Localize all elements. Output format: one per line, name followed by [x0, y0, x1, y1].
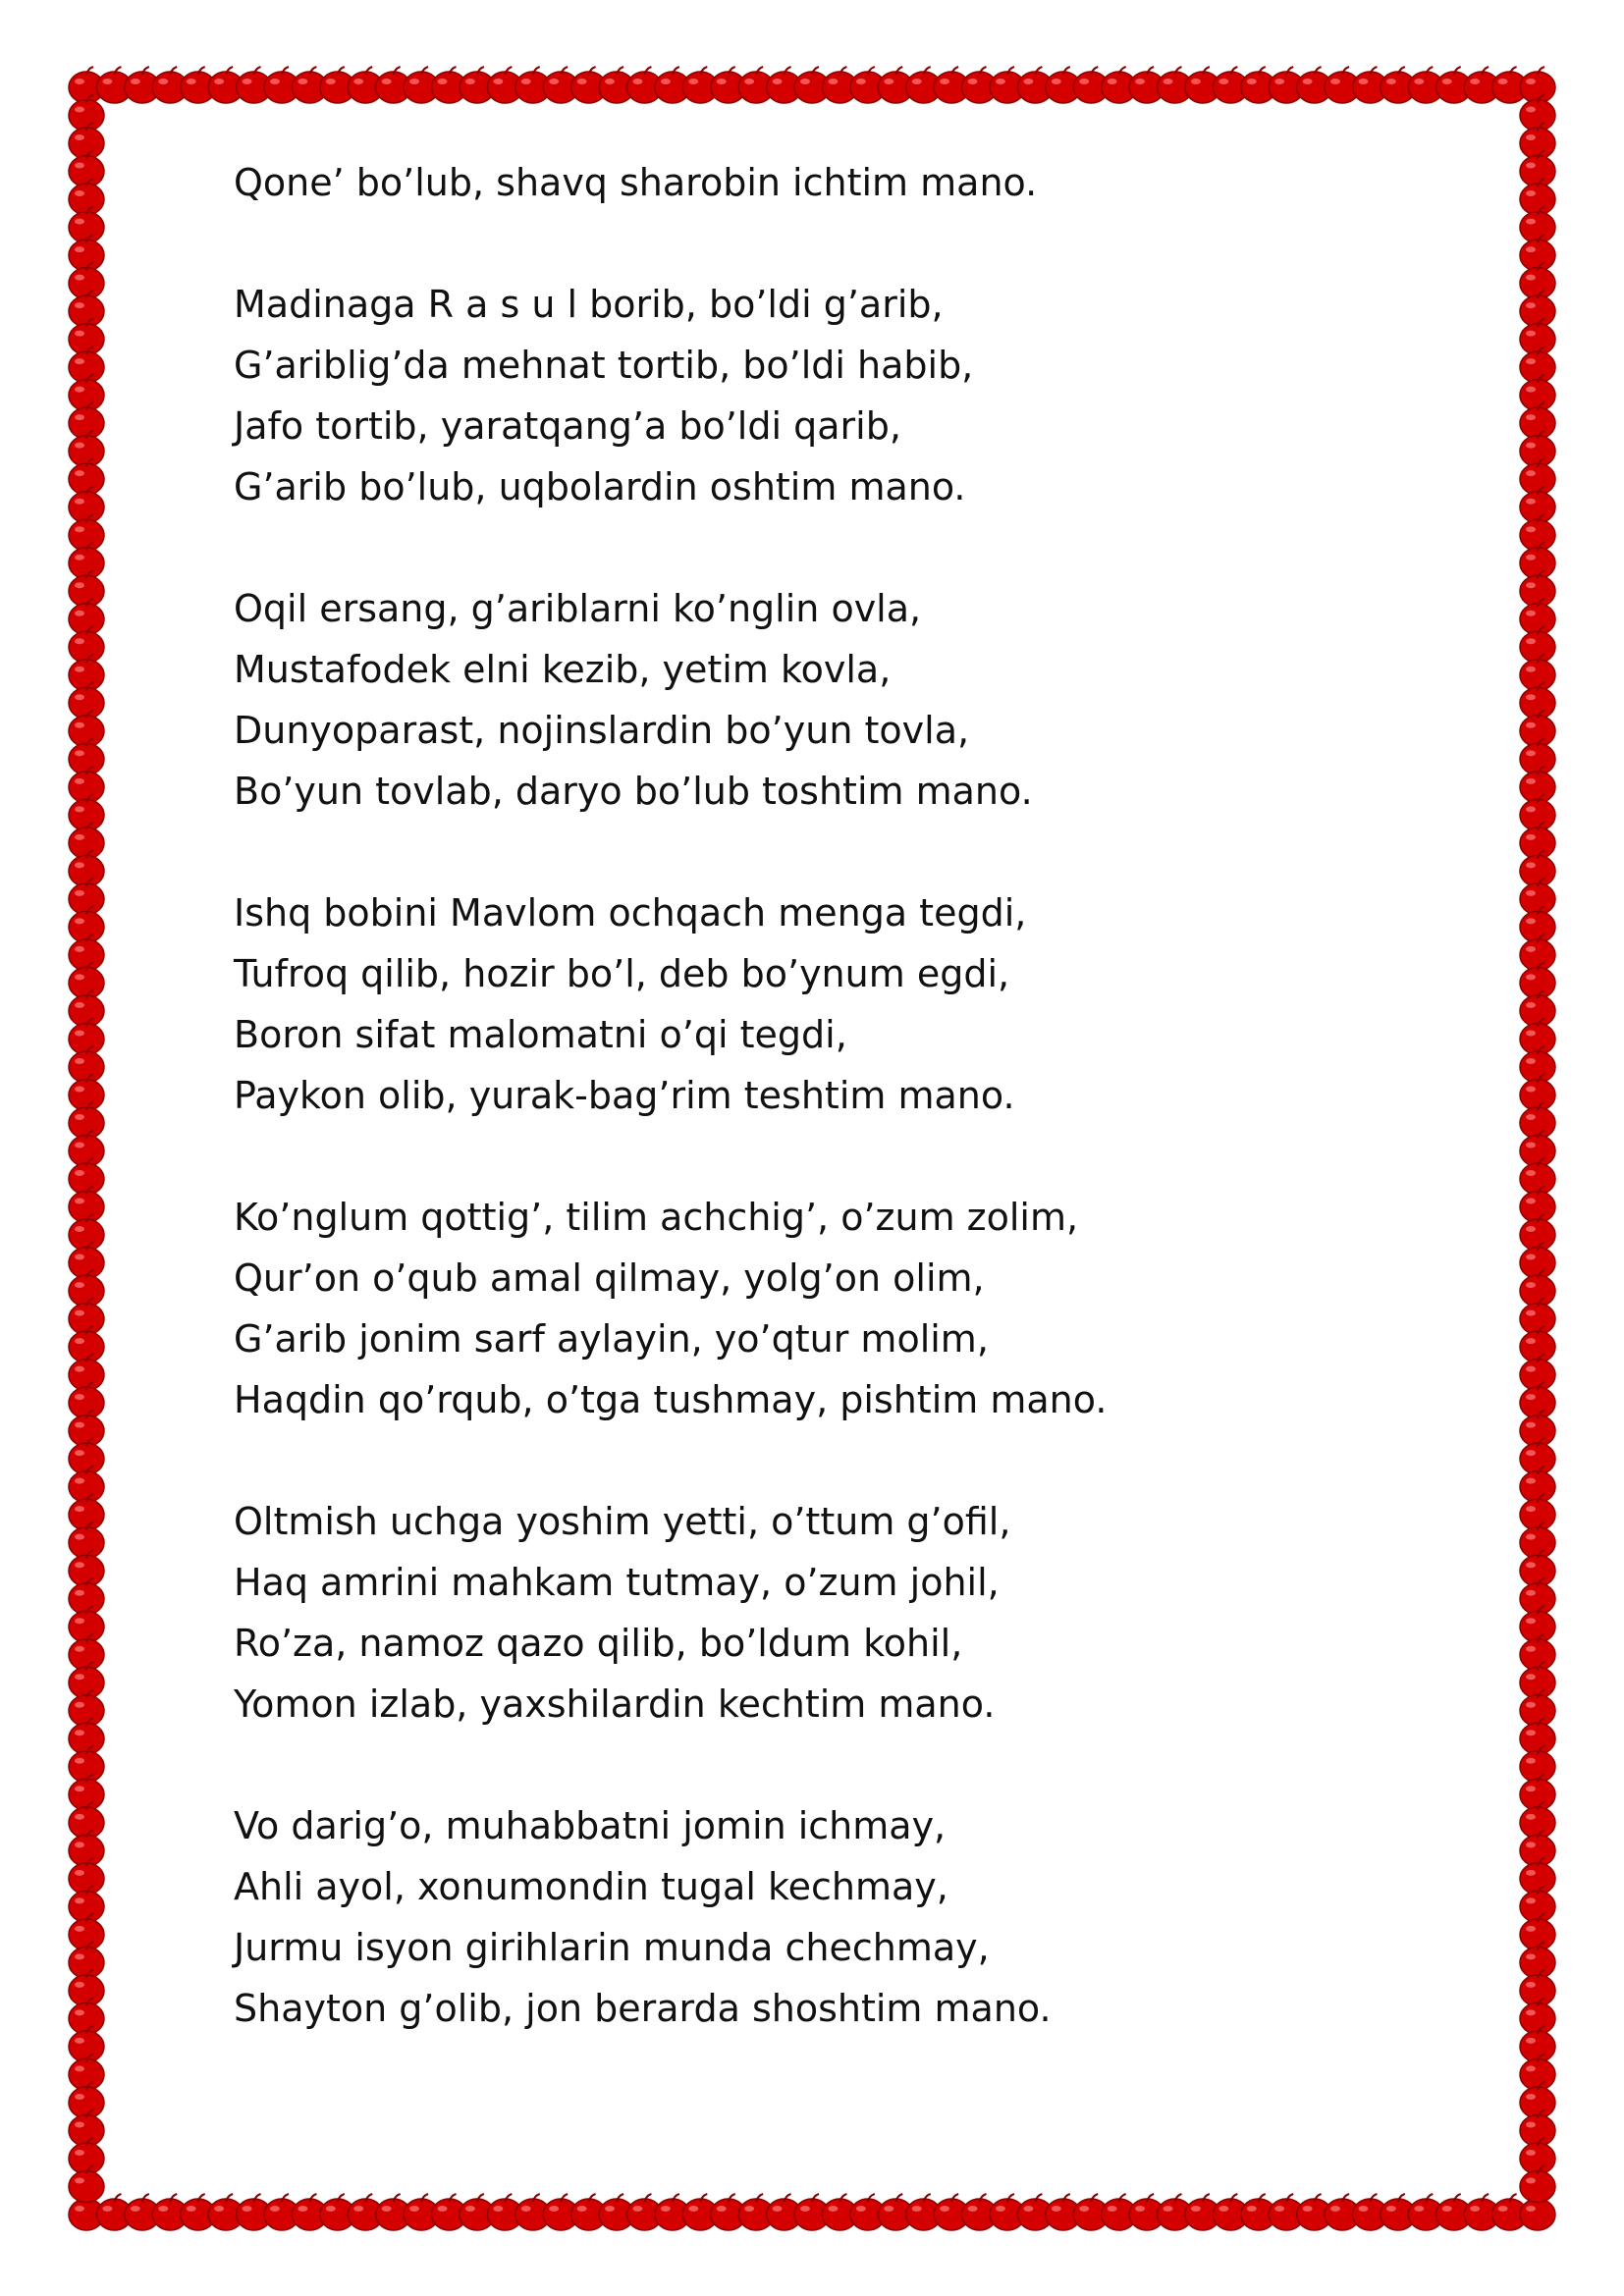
apple-icon: [1520, 1942, 1555, 1978]
apple-icon: [69, 514, 104, 551]
apple-icon: [1520, 1690, 1555, 1727]
apple-icon: [1520, 1102, 1555, 1139]
apple-icon: [69, 850, 104, 886]
apple-icon: [1520, 2082, 1555, 2118]
apple-icon: [1520, 1970, 1555, 2006]
apple-icon: [69, 487, 104, 523]
apple-icon: [1520, 207, 1555, 243]
apple-icon: [69, 1746, 104, 1783]
apple-icon: [69, 1438, 104, 1474]
apple-icon: [69, 682, 104, 719]
apple-icon: [69, 1494, 104, 1530]
stanza: [234, 1795, 1412, 2039]
apple-icon: [69, 738, 104, 774]
apple-icon: [1520, 879, 1555, 915]
apple-icon: [1520, 1634, 1555, 1671]
apple-icon: [1520, 1411, 1555, 1447]
apple-icon: [1520, 626, 1555, 663]
apple-icon: [69, 1074, 104, 1110]
poem-line: Ko’nglum qottig’, tilim achchig’, o’zum zolim,: [234, 1196, 1079, 1239]
apple-icon: [69, 711, 104, 747]
apple-icon: [1520, 1074, 1555, 1110]
poem-line: Boron sifat malomatni o’qi tegdi,: [234, 1013, 847, 1056]
apple-icon: [1520, 1018, 1555, 1054]
apple-icon: [69, 1158, 104, 1195]
apple-icon: [69, 402, 104, 439]
apple-icon: [1520, 2165, 1555, 2202]
apple-icon: [1520, 1270, 1555, 1307]
apple-icon: [1520, 1718, 1555, 1754]
apple-icon: [1520, 1914, 1555, 1950]
apple-icon: [1520, 962, 1555, 998]
apple-icon: [69, 794, 104, 830]
poem: [234, 152, 1412, 2100]
apple-icon: [69, 1970, 104, 2006]
apple-icon: [69, 879, 104, 915]
apple-icon: [69, 458, 104, 495]
apple-icon: [1520, 1299, 1555, 1335]
apple-icon: [69, 1411, 104, 1447]
apple-icon: [1520, 1046, 1555, 1083]
apple-icon: [69, 2138, 104, 2174]
apple-icon: [1520, 319, 1555, 355]
apple-icon: [1520, 767, 1555, 803]
poem-line: Haq amrini mahkam tutmay, o’zum johil,: [234, 1561, 1000, 1604]
apple-icon: [1520, 1382, 1555, 1418]
apple-icon: [69, 2026, 104, 2062]
apple-icon: [69, 1886, 104, 1922]
apple-icon: [69, 431, 104, 467]
apple-icon: [1520, 458, 1555, 495]
apple-icon: [69, 179, 104, 215]
apple-icon: [69, 1550, 104, 1586]
apple-icon: [69, 2109, 104, 2146]
apple-icon: [69, 1243, 104, 1279]
apple-icon: [69, 1131, 104, 1167]
apple-icon: [1520, 179, 1555, 215]
apple-icon: [69, 962, 104, 998]
apple-icon: [69, 570, 104, 607]
apple-icon: [69, 1214, 104, 1251]
apple-icon: [69, 1942, 104, 1978]
apple-icon: [1520, 291, 1555, 327]
apple-icon: [1520, 95, 1555, 132]
apple-icon: [1520, 347, 1555, 383]
apple-icon: [69, 1467, 104, 1503]
poem-line: G’arib bo’lub, uqbolardin oshtim mano.: [234, 465, 966, 508]
apple-icon: [1520, 1578, 1555, 1615]
apple-icon: [1520, 711, 1555, 747]
apple-icon: [1520, 1243, 1555, 1279]
apple-icon: [69, 1802, 104, 1839]
poem-line: Jurmu isyon girihlarin munda chechmay,: [234, 1926, 990, 1969]
apple-icon: [69, 1690, 104, 1727]
apple-icon: [1520, 655, 1555, 691]
apple-icon: [69, 990, 104, 1027]
apple-icon: [1520, 1355, 1555, 1391]
apple-icon: [69, 1270, 104, 1307]
apple-icon: [1520, 682, 1555, 719]
apple-icon: [69, 1830, 104, 1866]
apple-icon: [1520, 1886, 1555, 1922]
apple-icon: [69, 151, 104, 187]
apple-icon: [1520, 263, 1555, 299]
apple-icon: [69, 1774, 104, 1810]
apple-icon: [69, 823, 104, 859]
apple-icon: [1520, 1746, 1555, 1783]
apple-icon: [1520, 1214, 1555, 1251]
apple-icon: [1520, 1522, 1555, 1559]
apple-icon: [1520, 151, 1555, 187]
apple-icon: [1520, 431, 1555, 467]
apple-icon: [69, 934, 104, 971]
apple-icon: [1520, 1187, 1555, 1223]
apple-icon: [1520, 1802, 1555, 1839]
apple-icon: [69, 1998, 104, 2034]
apple-icon: [69, 263, 104, 299]
apple-icon: [1520, 1131, 1555, 1167]
apple-icon: [1520, 599, 1555, 635]
poem-line: Yomon izlab, yaxshilardin kechtim mano.: [234, 1682, 996, 1726]
apple-icon: [1520, 514, 1555, 551]
apple-icon: [69, 1382, 104, 1418]
stanza: [234, 578, 1412, 822]
apple-icon: [69, 1187, 104, 1223]
apple-icon: [69, 291, 104, 327]
apple-icon: [69, 626, 104, 663]
apple-icon: [69, 2082, 104, 2118]
apple-icon: [69, 543, 104, 579]
apple-icon: [1520, 123, 1555, 159]
apple-icon: [1520, 1606, 1555, 1642]
poem-line: Vo darig’o, muhabbatni jomin ichmay,: [234, 1804, 947, 1847]
apple-icon: [1520, 402, 1555, 439]
poem-line: Paykon olib, yurak-bag’rim teshtim mano.: [234, 1074, 1015, 1117]
apple-icon: [69, 1914, 104, 1950]
apple-icon: [69, 375, 104, 411]
apple-icon: [69, 2054, 104, 2090]
apple-icon: [1520, 934, 1555, 971]
apple-icon: [1520, 570, 1555, 607]
apple-icon: [1520, 1830, 1555, 1866]
apple-icon: [69, 1858, 104, 1895]
poem-first-line: Qone’ bo’lub, shavq sharobin ichtim mano.: [234, 161, 1038, 204]
apple-icon: [1520, 2026, 1555, 2062]
poem-line: Jafo tortib, yaratqang’a bo’ldi qarib,: [234, 404, 901, 448]
apple-icon: [1520, 1494, 1555, 1530]
apple-icon: [69, 1299, 104, 1335]
poem-line: Tufroq qilib, hozir bo’l, deb bo’ynum egdi,: [234, 952, 1010, 995]
apple-icon: [69, 1018, 104, 1054]
poem-line: Oltmish uchga yoshim yetti, o’ttum g’ofil,: [234, 1500, 1011, 1543]
poem-line: Shayton g’olib, jon berarda shoshtim mano.: [234, 1987, 1052, 2030]
apple-icon: [1520, 1550, 1555, 1586]
apple-icon: [69, 207, 104, 243]
apple-icon: [69, 2165, 104, 2202]
apple-icon: [1520, 823, 1555, 859]
apple-icon: [69, 1102, 104, 1139]
apple-icon: [69, 95, 104, 132]
apple-icon: [1520, 990, 1555, 1027]
poem-line: G’arib jonim sarf aylayin, yo’qtur molim,: [234, 1317, 989, 1361]
poem-line: Madinaga R a s u l borib, bo’ldi g’arib,: [234, 283, 944, 326]
poem-line: Ahli ayol, xonumondin tugal kechmay,: [234, 1865, 948, 1908]
apple-icon: [1520, 1438, 1555, 1474]
apple-icon: [69, 123, 104, 159]
apple-icon: [1520, 543, 1555, 579]
apple-icon: [1520, 2109, 1555, 2146]
apple-icon: [1520, 487, 1555, 523]
apple-icon: [1520, 2054, 1555, 2090]
apple-icon: [69, 1355, 104, 1391]
stanza: [234, 882, 1412, 1126]
apple-icon: [1520, 2138, 1555, 2174]
apple-icon: [1520, 235, 1555, 271]
apple-icon: [1520, 1326, 1555, 1362]
poem-line: Dunyoparast, nojinslardin bo’yun tovla,: [234, 709, 970, 752]
apple-icon: [69, 1634, 104, 1671]
apple-icon: [1520, 738, 1555, 774]
stanza: [234, 274, 1412, 517]
poem-line: Ro’za, namoz qazo qilib, bo’ldum kohil,: [234, 1622, 963, 1665]
apple-icon: [1520, 850, 1555, 886]
apple-icon: [69, 1326, 104, 1362]
apple-icon: [69, 1522, 104, 1559]
apple-icon: [1520, 1774, 1555, 1810]
apple-icon: [69, 1606, 104, 1642]
stanza: [234, 1187, 1412, 1430]
apple-icon: [1520, 1858, 1555, 1895]
apple-icon: [1520, 1662, 1555, 1698]
apple-icon: [69, 1718, 104, 1754]
apple-icon: [1520, 794, 1555, 830]
apple-icon: [69, 1662, 104, 1698]
apple-icon: [1520, 375, 1555, 411]
apple-icon: [69, 655, 104, 691]
poem-line: Haqdin qo’rqub, o’tga tushmay, pishtim mano.: [234, 1378, 1108, 1421]
poem-line: Oqil ersang, g’ariblarni ko’nglin ovla,: [234, 587, 922, 630]
apple-icon: [69, 319, 104, 355]
poem-line: Qur’on o’qub amal qilmay, yolg’on olim,: [234, 1256, 985, 1300]
apple-icon: [1520, 1467, 1555, 1503]
apple-icon: [69, 1578, 104, 1615]
apple-icon: [69, 599, 104, 635]
apple-icon: [69, 347, 104, 383]
apple-icon: [69, 906, 104, 942]
apple-icon: [69, 235, 104, 271]
poem-line: Mustafodek elni kezib, yetim kovla,: [234, 648, 892, 691]
apple-icon: [69, 1046, 104, 1083]
apple-icon: [1520, 67, 1555, 103]
poem-line: Bo’yun tovlab, daryo bo’lub toshtim mano.: [234, 770, 1033, 813]
apple-icon: [1520, 1998, 1555, 2034]
poem-line: G’ariblig’da mehnat tortib, bo’ldi habib,: [234, 344, 974, 387]
stanza: [234, 1491, 1412, 1735]
apple-icon: [1520, 1158, 1555, 1195]
poem-line: Ishq bobini Mavlom ochqach menga tegdi,: [234, 891, 1027, 934]
apple-icon: [1520, 906, 1555, 942]
apple-icon: [69, 767, 104, 803]
